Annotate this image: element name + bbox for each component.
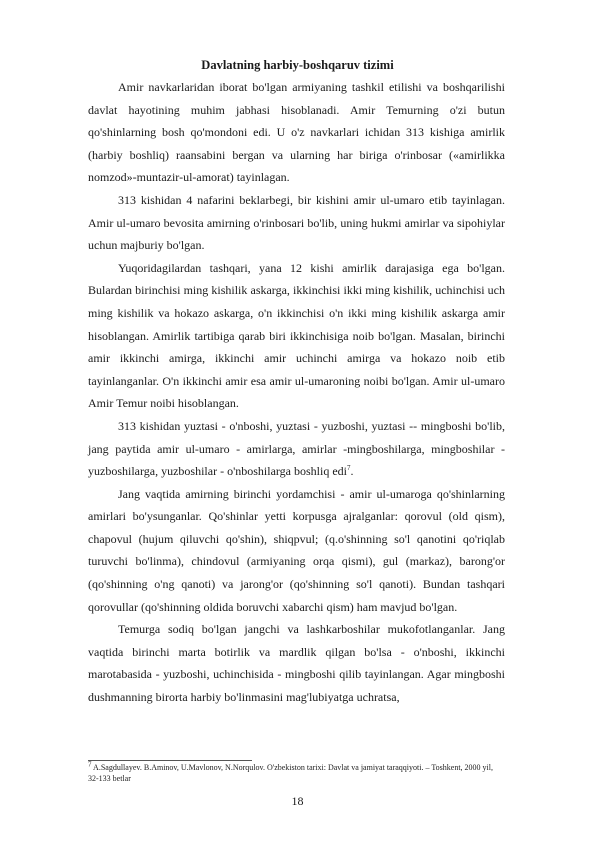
- paragraph-4-text: 313 kishidan yuztasi - o'nboshi, yuztasi - yuzboshi, yuztasi -- mingboshi bo'lib, jang paytida amir ul-umaro - amirlarga, amirlar -mingboshilarga, mingboshilar - yuzboshilarga, yuzboshilar - o'nboshilarga boshliq edi: [88, 418, 505, 479]
- footnote-number: 7: [88, 760, 92, 769]
- section-title: Davlatning harbiy-boshqaruv tizimi: [201, 58, 394, 72]
- footnote-reference[interactable]: 7: [347, 464, 351, 473]
- paragraph-5: Jang vaqtida amirning birinchi yordamchisi - amir ul-umaroga qo'shinlarning amirlari bo'ysunganlar. Qo'shinlar yetti korpusga ajralganlar: qorovul (old qism), chapovul (hujum qiluvchi qo'shin), shiqpvul; (q.o'shinning so'l qanotini qo'riqlab turuvchi bo'linma), chindovul (armiyaning orqa qismi), gul (markaz), barong'or (qo'shinning o'ng qanoti) va jarong'or (qo'shinning so'l qanoti). Bundan tashqari qorovullar (qo'shinning oldida boruvchi xabarchi qism) ham mavjud bo'lgan.: [88, 486, 505, 614]
- page-number: 18: [291, 794, 304, 808]
- paragraph-4: [88, 415, 505, 483]
- footnote-text: A.Sagdullayev. B.Aminov, U.Mavlonov, N.Norqulov. O'zbekiston tarixi: Davlat va jamiyat taraqqiyoti. – Toshkent, 2000 yil, 32-133 betlar: [88, 763, 493, 783]
- paragraph-4-end: .: [350, 464, 354, 479]
- footnote: [88, 762, 505, 784]
- paragraph-6: Temurga sodiq bo'lgan jangchi va lashkarboshilar mukofotlanganlar. Jang vaqtida birinchi marta botirlik va mardlik qilgan bo'lsa - o'nboshi, ikkinchi marotabasida - yuzboshi, uchinchisida - mingboshi qilib tayinlangan. Agar mingboshi dushmanning birorta harbiy bo'linmasini mag'lubiyatga uchratsa,: [88, 622, 505, 705]
- paragraph-2: 313 kishidan 4 nafarini beklarbegi, bir kishini amir ul-umaro etib tayinlagan. Amir ul-umaro bevosita amirning o'rinbosari bo'lib, uning hukmi amirlar va sipohiylar uchun majburiy bo'lgan.: [88, 192, 505, 253]
- body-text: [88, 76, 505, 709]
- paragraph-1: Amir navkarlaridan iborat bo'lgan armiyaning tashkil etilishi va boshqarilishi davlat hayotining muhim jabhasi hisoblanadi. Amir Temurning o'zi butun qo'shinlarning bosh qo'mondoni edi. U o'z navkarlari ichidan 313 kishiga amirlik (harbiy boshliq) raansabini bergan va ularning har biriga o'rinbosar («amirlikka nomzod»-muntazir-ul-amorat) tayinlagan.: [88, 80, 505, 185]
- paragraph-3: Yuqoridagilardan tashqari, yana 12 kishi amirlik darajasiga ega bo'lgan. Bulardan birinchisi ming kishilik askarga, ikkinchisi ikki ming kishilik, uchinchisi uch ming kishilik va hokazo askarga, o'n ikkinchisi o'n ikki ming kishilik askarga amir hisoblangan. Amirlik tartibiga qarab biri ikkinchisiga noib bo'lgan. Masalan, birinchi amir ikkinchi amirga, ikkinchi amir uchinchi amirga va hokazo noib etib tayinlanganlar. O'n ikkinchi amir esa amir ul-umaroning noibi bo'lgan. Amir ul-umaro Amir Temur noibi hisoblangan.: [88, 260, 505, 411]
- footnote-divider: [88, 760, 252, 761]
